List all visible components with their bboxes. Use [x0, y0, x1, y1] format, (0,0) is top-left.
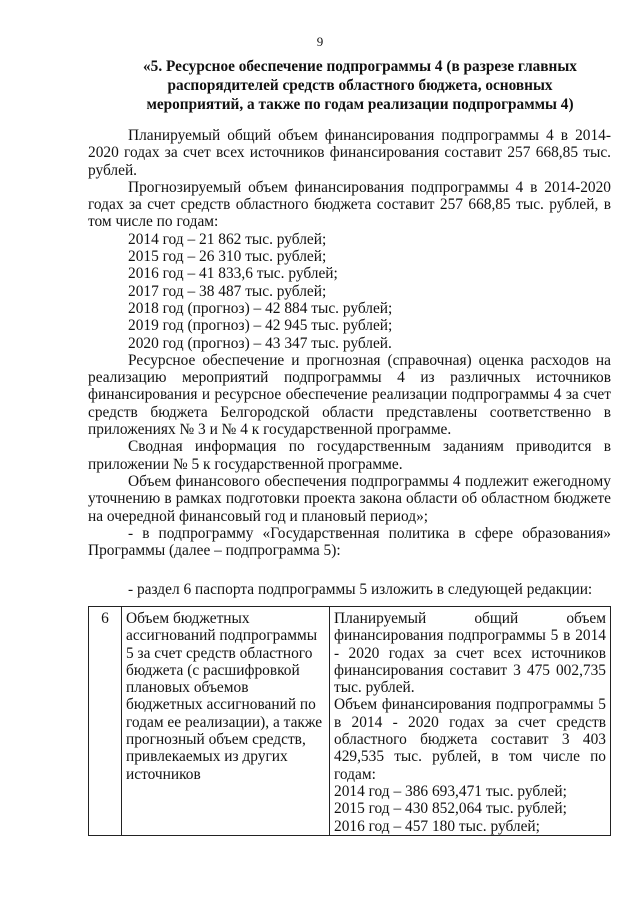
- paragraph-annual-update: Объем финансового обеспечения подпрограммы 4 подлежит ежегодному уточнению в рамках подготовки проекта закона области об областном бюджете на очередной финансовый год и плановый период»;: [88, 472, 611, 525]
- year-item-2015: 2015 год – 26 310 тыс. рублей;: [128, 248, 327, 266]
- paragraph-section-6-edit: - раздел 6 паспорта подпрограммы 5 изложить в следующей редакции:: [128, 581, 593, 599]
- value-regional-funding: Объем финансирования подпрограммы 5 в 2014 - 2020 годах за счет средств областного бюджета составит 3 403 429,535 тыс. рублей, в том числе по годам:: [334, 696, 606, 783]
- year-item-2014: 2014 год – 21 862 тыс. рублей;: [128, 230, 327, 248]
- passport-table: [88, 606, 611, 836]
- row-label-cell: Объем бюджетных ассигнований подпрограммы 5 за счет средств областного бюджета (с расшифровкой плановых объемов бюджетных ассигнований по годам ее реализации), а также прогнозный объем средств, привлекаемых из других источников: [122, 607, 330, 836]
- table-row: [89, 607, 611, 836]
- row-number-cell: 6: [89, 607, 122, 836]
- year-item-2019: 2019 год (прогноз) – 42 945 тыс. рублей;: [128, 317, 393, 335]
- page-number: 9: [316, 34, 324, 49]
- year-item-2020: 2020 год (прогноз) – 43 347 тыс. рублей.: [128, 334, 392, 352]
- value-year-2015: 2015 год – 430 852,064 тыс. рублей;: [334, 800, 567, 818]
- value-total-funding: Планируемый общий объем финансирования подпрограммы 5 в 2014 - 2020 годах за счет всех источников финансирования составит 3 475 002,735 тыс. рублей.: [334, 610, 606, 697]
- value-year-2016: 2016 год – 457 180 тыс. рублей;: [334, 817, 540, 835]
- year-item-2018: 2018 год (прогноз) – 42 884 тыс. рублей;: [128, 299, 393, 317]
- value-year-2014: 2014 год – 386 693,471 тыс. рублей;: [334, 782, 567, 800]
- section-heading: «5. Ресурсное обеспечение подпрограммы 4 (в разрезе главных распорядителей средств областного бюджета, основных мероприятий, а также по годам реализации подпрограммы 4): [143, 58, 577, 113]
- body-text: [88, 127, 611, 599]
- paragraph-regional-funding: Прогнозируемый объем финансирования подпрограммы 4 в 2014-2020 годах за счет средств областного бюджета составит 257 668,85 тыс. рублей, в том числе по годам:: [88, 178, 611, 231]
- paragraph-subprogram-5: - в подпрограмму «Государственная политика в сфере образования» Программы (далее – подпрограмма 5):: [88, 524, 611, 560]
- paragraph-resource-assessment: Ресурсное обеспечение и прогнозная (справочная) оценка расходов на реализацию мероприятий подпрограммы 4 из различных источников финансирования и ресурсное обеспечение реализации подпрограммы 4 за счет средств бюджета Белгородской области представлены соответственно в приложениях № 3 и № 4 к государственной программе.: [88, 351, 611, 439]
- paragraph-total-funding: Планируемый общий объем финансирования подпрограммы 4 в 2014-2020 годах за счет всех источников финансирования составит 257 668,85 тыс. рублей.: [88, 127, 611, 179]
- paragraph-state-tasks: Сводная информация по государственным заданиям приводится в приложении № 5 к государственной программе.: [88, 438, 611, 473]
- year-item-2016: 2016 год – 41 833,6 тыс. рублей;: [128, 265, 338, 283]
- year-item-2017: 2017 год – 38 487 тыс. рублей;: [128, 282, 327, 300]
- row-value-cell: [330, 607, 611, 836]
